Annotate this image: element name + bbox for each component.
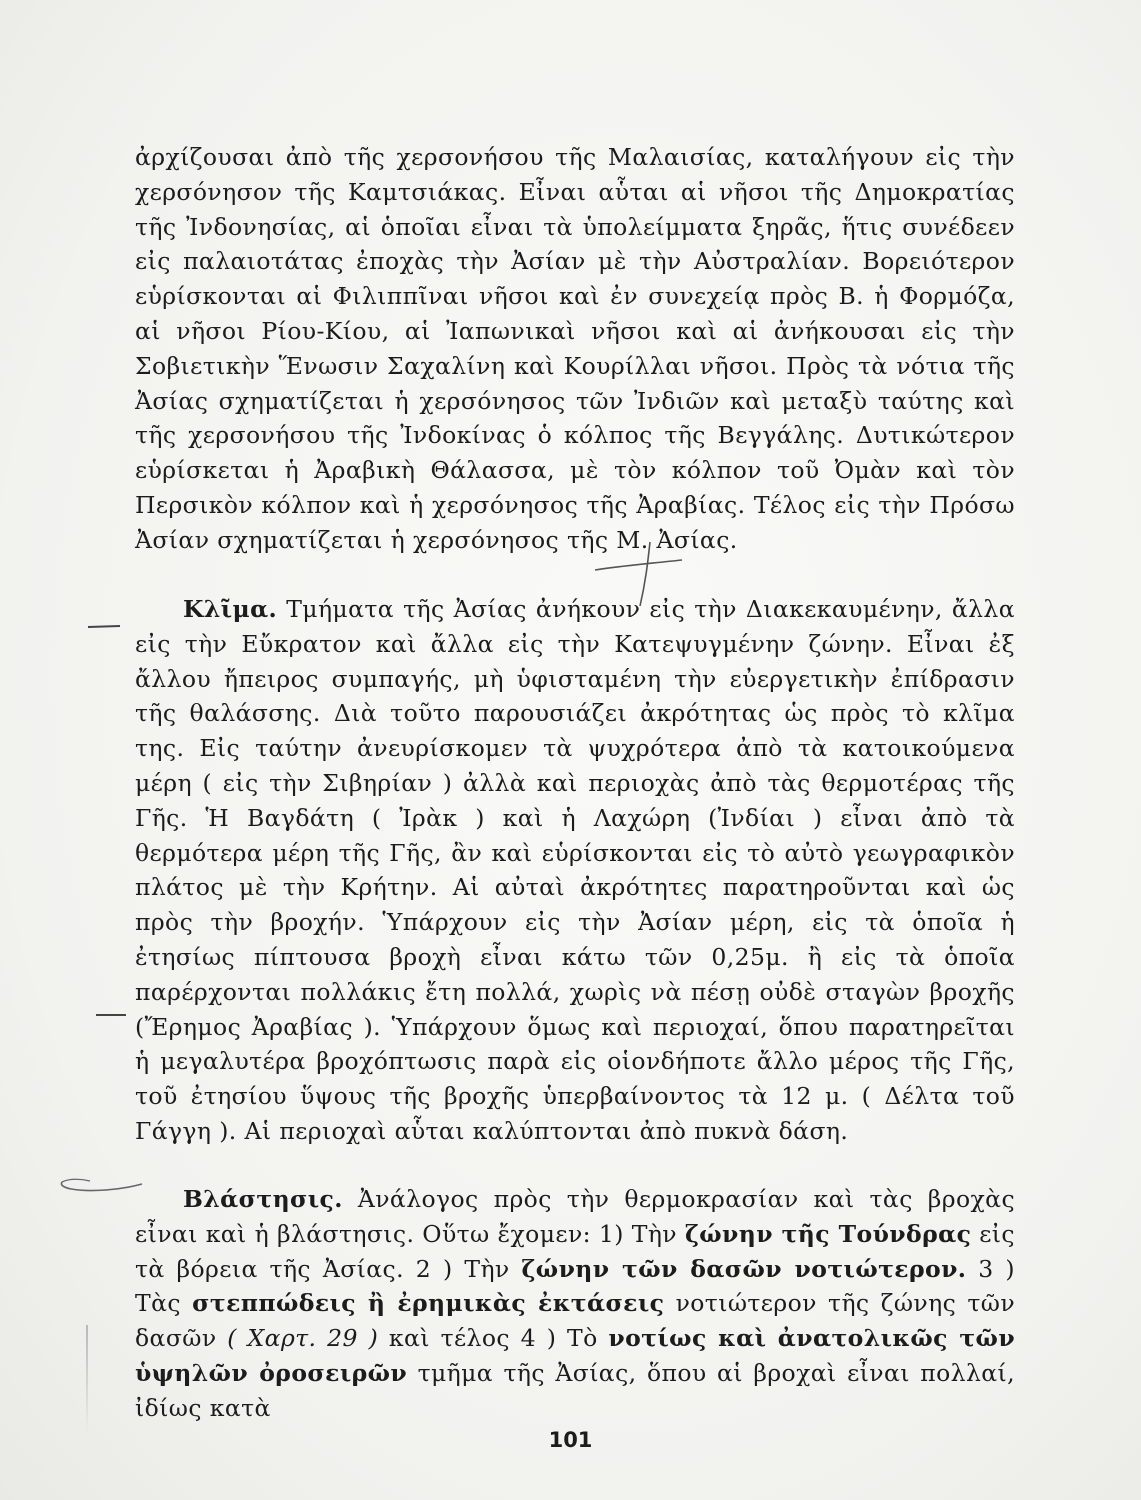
scan-edge-line (86, 1325, 88, 1435)
paragraph-climate (135, 592, 1015, 1149)
paragraph-coastline (135, 140, 1015, 558)
page-number: 101 (548, 1428, 593, 1452)
pencil-cross-mark (590, 540, 690, 610)
pencil-dash-mark (94, 1010, 134, 1020)
section-heading-klima: Κλῖμα. (183, 595, 278, 623)
bold-term: ζώνην τῆς Τούνδρας (684, 1219, 972, 1248)
bold-term: ζώνην τῶν δασῶν νοτιώτερον. (521, 1254, 967, 1283)
paragraph-text: ἀρχίζουσαι ἀπὸ τῆς χερσονήσου τῆς Μαλαισίας, καταλήγουν εἰς τὴν χερσόνησον τῆς Καμτσιάκας. Εἶναι αὗται αἱ νῆσοι τῆς Δημοκρατίας τῆς Ἰνδονησίας, αἱ ὁποῖαι εἶναι τὰ ὑπολείμματα ξηρᾶς, ἥτις συνέδεεν εἰς παλαιοτάτας ἐποχὰς τὴν Ἀσίαν μὲ τὴν Αὐστραλίαν. Βορειότερον εὑρίσκονται αἱ Φιλιππῖναι νῆσοι καὶ ἐν συνεχείᾳ πρὸς Β. ἡ Φορμόζα, αἱ νῆσοι Ρίου-Κίου, αἱ Ἰαπωνικαὶ νῆσοι καὶ αἱ ἀνήκουσαι εἰς τὴν Σοβιετικὴν Ἕνωσιν Σαχαλίνη καὶ Κουρίλλαι νῆσοι. Πρὸς τὰ νότια τῆς Ἀσίας σχηματίζεται ἡ χερσόνησος τῶν Ἰνδιῶν καὶ μεταξὺ ταύτης καὶ τῆς χερσονήσου τῆς Ἰνδοκίνας ὁ κόλπος τῆς Βεγγάλης. Δυτικώτερον εὑρίσκεται ἡ Ἀραβικὴ Θάλασσα, μὲ τὸν κόλπον τοῦ Ὀμὰν καὶ τὸν Περσικὸν κόλπον καὶ ἡ χερσόνησος τῆς Ἀραβίας. Τέλος εἰς τὴν Πρόσω Ἀσίαν σχηματίζεται ἡ χερσόνησος τῆς Μ. Ἀσίας. (135, 143, 1015, 554)
pencil-curve-mark (56, 1172, 146, 1202)
paragraph-vegetation: Βλάστησις. Ἀνάλογος πρὸς τὴν θερμοκρασίαν καὶ τὰς βροχὰς εἶναι καὶ ἡ βλάστησις. Οὕτω ἔχομεν: 1) Τὴν ζώνην τῆς Τούνδρας εἰς τὰ βόρεια τῆς Ἀσίας. 2 ) Τὴν ζώνην τῶν δασῶν νοτιώτερον. 3 ) Τὰς στεππώδεις ἢ ἐρημικὰς ἐκτάσεις νοτιώτερον τῆς ζώνης τῶν δασῶν ( Χαρτ. 29 ) καὶ τέλος 4 ) Τὸ νοτίως καὶ ἀνατολικῶς τῶν ὑψηλῶν ὀροσειρῶν τμῆμα τῆς Ἀσίας, ὅπου αἱ βροχαὶ εἶναι πολλαί, ἰδίως κατὰ (135, 1185, 1016, 1422)
section-heading-vlastisis: Βλάστησις. (183, 1185, 343, 1213)
pencil-dash-mark (86, 622, 126, 632)
bold-term: στεππώδεις ἢ ἐρημικὰς ἐκτάσεις (192, 1289, 665, 1318)
bold-term: νοτίως καὶ ἀνατολικῶς τῶν ὑψηλῶν ὀροσειρῶν (135, 1324, 1016, 1387)
paragraph-text: Τμήματα τῆς Ἀσίας ἀνήκουν εἰς τὴν Διακεκαυμένην, ἄλλα εἰς τὴν Εὔκρατον καὶ ἄλλα εἰς τὴν Κατεψυγμένην ζώνην. Εἶναι ἐξ ἄλλου ἤπειρος συμπαγής, μὴ ὑφισταμένη τὴν εὐεργετικὴν ἐπίδρασιν τῆς θαλάσσης. Διὰ τοῦτο παρουσιάζει ἀκρότητας ὡς πρὸς τὸ κλῖμα της. Εἰς ταύτην ἀνευρίσκομεν τὰ ψυχρότερα ἀπὸ τὰ κατοικούμενα μέρη ( εἰς τὴν Σιβηρίαν ) ἀλλὰ καὶ περιοχὰς ἀπὸ τὰς θερμοτέρας τῆς Γῆς. Ἡ Βαγδάτη ( Ἰρὰκ ) καὶ ἡ Λαχώρη (Ἰνδίαι ) εἶναι ἀπὸ τὰ θερμότερα μέρη τῆς Γῆς, ἂν καὶ εὑρίσκονται εἰς τὸ αὐτὸ γεωγραφικὸν πλάτος μὲ τὴν Κρήτην. Αἱ αὐταὶ ἀκρότητες παρατηροῦνται καὶ ὡς πρὸς τὴν βροχήν. Ὑπάρχουν εἰς τὴν Ἀσίαν μέρη, εἰς τὰ ὁποῖα ἡ ἐτησίως πίπτουσα βροχὴ εἶναι κάτω τῶν 0,25μ. ἢ εἰς τὰ ὁποῖα παρέρχονται πολλάκις ἔτη πολλά, χωρὶς νὰ πέσῃ οὐδὲ σταγὼν βροχῆς (Ἔρημος Ἀραβίας ). Ὑπάρχουν ὅμως καὶ περιοχαί, ὅπου παρατηρεῖται ἡ μεγαλυτέρα βροχόπτωσις παρὰ εἰς οἱονδήποτε ἄλλο μέρος τῆς Γῆς, τοῦ ἐτησίου ὕψους τῆς βροχῆς ὑπερβαίνοντος τὰ 12 μ. ( Δέλτα τοῦ Γάγγη ). Αἱ περιοχαὶ αὗται καλύπτονται ἀπὸ πυκνὰ δάση. (135, 595, 1015, 1145)
map-reference: ( Χαρτ. 29 ) (227, 1324, 379, 1353)
